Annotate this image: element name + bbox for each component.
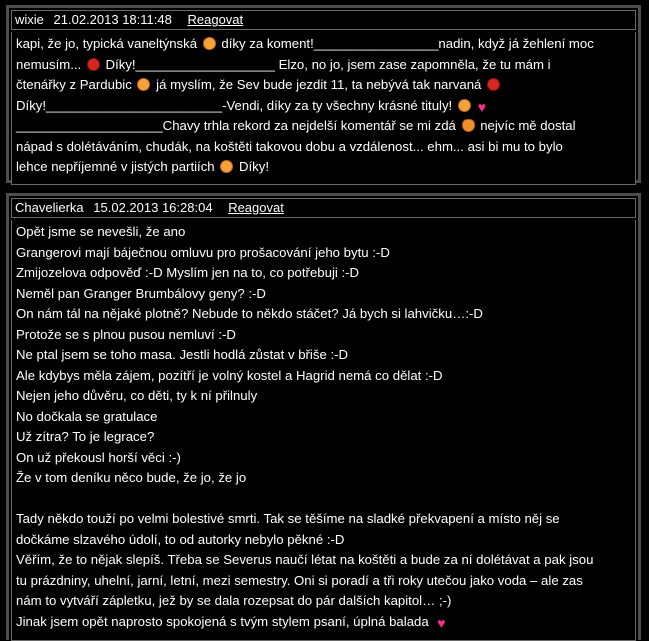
comment-line: [16, 75, 632, 96]
comment-text: On nám tál na nějaké plotně? Nebude to někdo stáčet? Já bych si lahvičku…:-D: [16, 306, 483, 321]
comment-line: [16, 263, 632, 284]
reply-link[interactable]: Reagovat: [228, 200, 284, 215]
comment-body: [11, 32, 636, 185]
reply-link[interactable]: Reagovat: [187, 12, 244, 27]
comment-text: Neměl pan Granger Brumbálovy geny? :-D: [16, 285, 266, 301]
comment-line: [16, 571, 632, 592]
comment-text: díky za koment!_________________nadin, když já žehlení moc: [217, 36, 594, 51]
comment-text: Ale kdybys měla zájem, pozítří je volný kostel a Hagrid nemá co dělat :-D: [16, 367, 443, 383]
comment-text: Věřím, že to nějak slepíš. Třeba se Severus naučí létat na koštěti a bude za ní dolétávat a pak jsou: [16, 552, 594, 567]
comment-text: nám to vytváří zápletku, jež by se dala rozepsat do pár dalších kapitol… ;-): [16, 593, 452, 608]
comment-author: Chavelierka: [15, 200, 84, 215]
comment-text: Tady někdo touží po velmi bolestivé smrti. Tak se těšíme na sladké překvapení a místo něj se: [16, 511, 560, 526]
happy-emoticon-icon: [458, 99, 471, 112]
comment-line: [16, 530, 632, 551]
comment-line: [16, 345, 632, 366]
comment-text: Grangerovi mají báječnou omluvu pro prošacování jeho bytu :-D: [16, 244, 390, 260]
comment-line: [16, 591, 632, 612]
comment-card: [6, 5, 641, 183]
comment-line: [16, 407, 632, 428]
comment-text: Opět jsme se nevešli, že ano: [16, 224, 186, 239]
comment-text: nápad s dolétáváním, chudák, na koštěti takovou dobu a vzdálenost... ehm... asi bi mu to bylo: [16, 138, 563, 154]
comment-line: [16, 509, 632, 530]
comment-text: Už zítra? To je legrace?: [16, 429, 155, 444]
comment-text: Díky!: [235, 159, 270, 174]
comment-line: [16, 489, 632, 510]
comment-text: Že v tom deníku něco bude, že jo, že jo: [16, 470, 247, 485]
comment-line: [16, 222, 632, 243]
comment-timestamp: 21.02.2013 18:11:48: [53, 12, 172, 27]
comment-text: On už překousl horší věci :-): [16, 449, 181, 465]
comment-header: [11, 198, 636, 218]
comment-line: [16, 137, 632, 158]
comment-line: [16, 448, 632, 469]
comment-line: [16, 427, 632, 448]
wink-emoticon-icon: [203, 37, 216, 50]
comment-text: nejvíc mě dostal: [476, 118, 576, 133]
surprise-emoticon-icon: [462, 119, 475, 132]
comment-text: No dočkala se gratulace: [16, 408, 158, 424]
comment-line: [16, 284, 632, 305]
comment-line: [16, 325, 632, 346]
comment-line: [16, 468, 632, 489]
comment-timestamp: 15.02.2013 16:28:04: [93, 200, 213, 215]
comment-line: [16, 34, 632, 55]
comment-line: [16, 116, 632, 137]
comment-text: Díky!___________________ Elzo, no jo, jsem zase zapomněla, že tu mám i: [101, 56, 551, 72]
comment-text: Díky!________________________-Vendi, díky za ty všechny krásné tituly!: [16, 97, 456, 113]
comment-line: [16, 55, 632, 76]
wink-emoticon-icon: [137, 78, 150, 91]
comment-text: ____________________Chavy trhla rekord za nejdelší komentář se mi zdá: [16, 118, 460, 133]
comment-line: [16, 157, 632, 178]
comment-text: čtenářky z Pardubic: [16, 77, 136, 92]
comment-text: nemusím...: [16, 56, 85, 72]
comment-card: [6, 193, 641, 640]
angry-emoticon-icon: [487, 78, 500, 91]
comment-author: wixie: [15, 12, 44, 27]
comment-text: já myslím, že Sev bude jezdit 11, ta nebývá tak narvaná: [152, 77, 486, 92]
comment-line: [16, 304, 632, 325]
comment-text: Ne ptal jsem se toho masa. Jestli hodlá zůstat v břiše :-D: [16, 347, 349, 362]
comment-line: [16, 612, 632, 633]
comment-text: Nejen jeho důvěru, co děti, ty k ní přilnuly: [16, 388, 258, 403]
heart-emoticon-icon: ♥: [437, 614, 446, 631]
angry-emoticon-icon: [87, 58, 100, 71]
comment-line: [16, 386, 632, 407]
comment-header: [11, 10, 636, 30]
comment-line: [16, 243, 632, 264]
comment-text: Zmijozelova odpověď :-D Myslím jen na to, co potřebuji :-D: [16, 265, 360, 280]
comment-text: kapi, že jo, typická vaneltýnská: [16, 36, 201, 51]
wink-emoticon-icon: [220, 160, 233, 173]
comment-line: [16, 550, 632, 571]
comment-text: lehce nepříjemné v jistých partiích: [16, 159, 219, 174]
comment-line: [16, 366, 632, 387]
comment-text: Protože se s plnou pusou nemluví :-D: [16, 326, 236, 342]
comment-text: Jinak jsem opět naprosto spokojená s tvým stylem psaní, úplná balada: [16, 613, 433, 629]
comment-text: dočkáme slzavého údolí, to od autorky nebylo pěkné :-D: [16, 531, 345, 547]
heart-emoticon-icon: ♥: [477, 98, 487, 115]
comment-body: [11, 220, 636, 641]
comment-text: tu prázdniny, uhelní, jarní, letní, mezi semestry. Oni si poradí a tři roky utečou jako voda – ale zas: [16, 572, 583, 588]
comment-line: [16, 96, 632, 117]
